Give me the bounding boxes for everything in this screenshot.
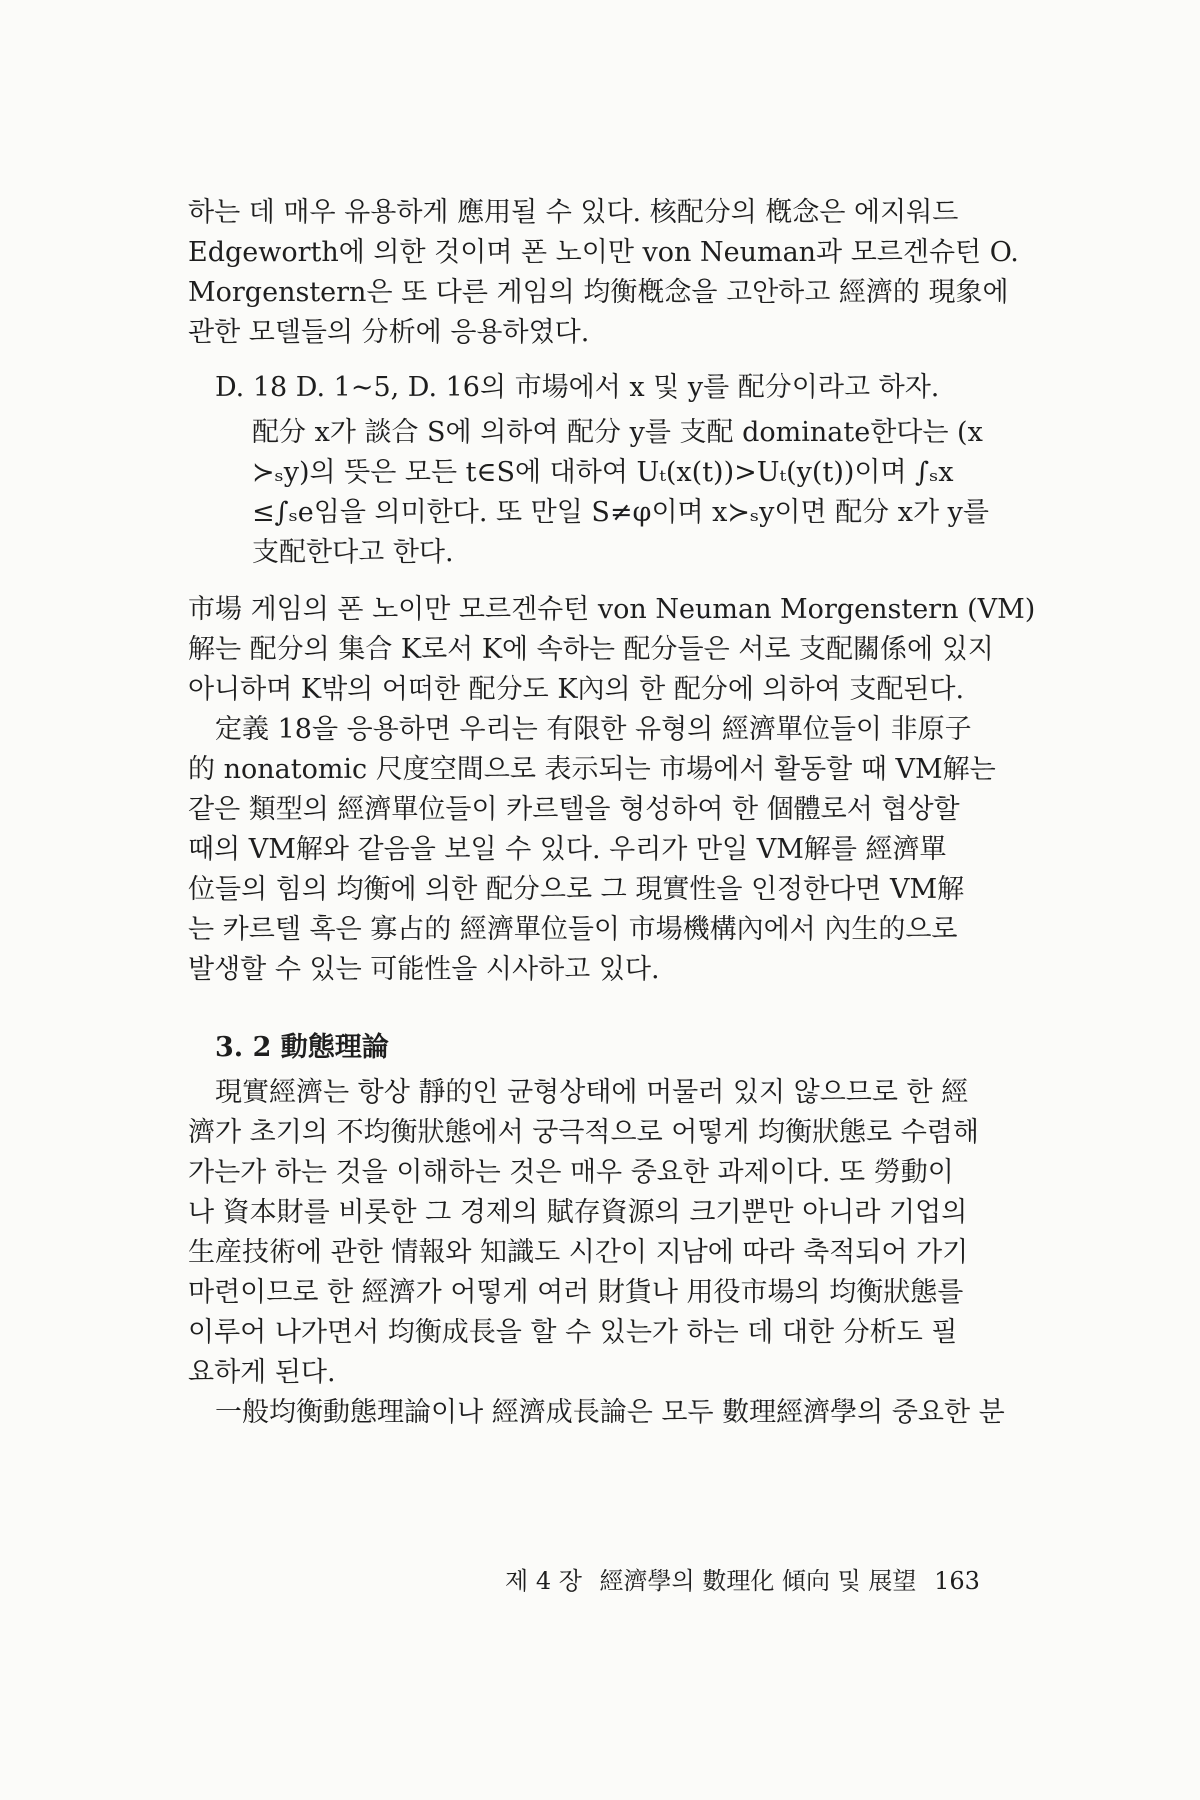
text-line: 定義 18을 응용하면 우리는 有限한 유형의 經濟單位들이 非原子 <box>215 714 972 745</box>
text-line: 발생할 수 있는 可能性을 시사하고 있다. <box>188 954 660 985</box>
definition-heading: D. 18 D. 1∼5, D. 16의 市場에서 x 및 y를 配分이라고 하자. <box>215 372 940 403</box>
text-line: 的 nonatomic 尺度空間으로 表示되는 市場에서 활동할 때 VM解는 <box>188 754 996 785</box>
text-line: 관한 모델들의 分析에 응용하였다. <box>188 317 590 348</box>
text-line: Morgenstern은 또 다른 게임의 均衡槪念을 고안하고 經濟的 現象에 <box>188 277 1009 308</box>
text-line: 는 카르텔 혹은 寡占的 經濟單位들이 市場機構內에서 內生的으로 <box>188 914 958 945</box>
text-line: 같은 類型의 經濟單位들이 카르텔을 형성하여 한 個體로서 협상할 <box>188 794 960 825</box>
text-line: Edgeworth에 의한 것이며 폰 노이만 von Neuman과 모르겐슈턴 O. <box>188 237 1019 268</box>
page-number: 163 <box>934 1567 980 1595</box>
text-line: 가는가 하는 것을 이해하는 것은 매우 중요한 과제이다. 또 勞動이 <box>188 1157 954 1188</box>
text-line: 요하게 된다. <box>188 1357 336 1388</box>
text-line: 解는 配分의 集合 K로서 K에 속하는 配分들은 서로 支配關係에 있지 <box>188 634 994 665</box>
text-line: 市場 게임의 폰 노이만 모르겐슈턴 von Neuman Morgenstern (VM) <box>188 594 1036 625</box>
definition-line: ≤∫ₛe임을 의미한다. 또 만일 S≠φ이며 x≻ₛy이면 配分 x가 y를 <box>252 497 989 528</box>
definition-line: ≻ₛy)의 뜻은 모든 t∈S에 대하여 Uₜ(x(t))>Uₜ(y(t))이며 ∫ₛx <box>252 457 954 488</box>
text-line: 이루어 나가면서 均衡成長을 할 수 있는가 하는 데 대한 分析도 필 <box>188 1317 958 1348</box>
text-line: 位들의 힘의 均衡에 의한 配分으로 그 現實性을 인정한다면 VM解 <box>188 874 965 905</box>
text-line: 濟가 초기의 不均衡狀態에서 궁극적으로 어떻게 均衡狀態로 수렴해 <box>188 1117 979 1148</box>
chapter-label: 제 4 장 <box>505 1567 582 1595</box>
section-heading: 3. 2 動態理論 <box>215 1032 389 1063</box>
chapter-title: 經濟學의 數理化 傾向 및 展望 <box>599 1567 917 1595</box>
text-line: 마련이므로 한 經濟가 어떻게 여러 財貨나 用役市場의 均衡狀態를 <box>188 1277 964 1308</box>
text-line: 現實經濟는 항상 靜的인 균형상태에 머물러 있지 않으므로 한 經 <box>215 1077 969 1108</box>
text-line: 하는 데 매우 유용하게 應用될 수 있다. 核配分의 槪念은 에지워드 <box>188 197 959 228</box>
definition-line: 配分 x가 談合 S에 의하여 配分 y를 支配 dominate한다는 (x <box>252 417 983 448</box>
text-line: 生産技術에 관한 情報와 知識도 시간이 지남에 따라 축적되어 가기 <box>188 1237 969 1268</box>
text-line: 나 資本財를 비롯한 그 경제의 賦存資源의 크기뿐만 아니라 기업의 <box>188 1197 968 1228</box>
text-line: 아니하며 K밖의 어떠한 配分도 K內의 한 配分에 의하여 支配된다. <box>188 674 965 705</box>
definition-line: 支配한다고 한다. <box>252 537 454 568</box>
text-line: 一般均衡動態理論이나 經濟成長論은 모두 數理經濟學의 중요한 분 <box>215 1397 1005 1428</box>
text-line: 때의 VM解와 같음을 보일 수 있다. 우리가 만일 VM解를 經濟單 <box>188 834 947 865</box>
page-footer <box>505 1563 990 1599</box>
